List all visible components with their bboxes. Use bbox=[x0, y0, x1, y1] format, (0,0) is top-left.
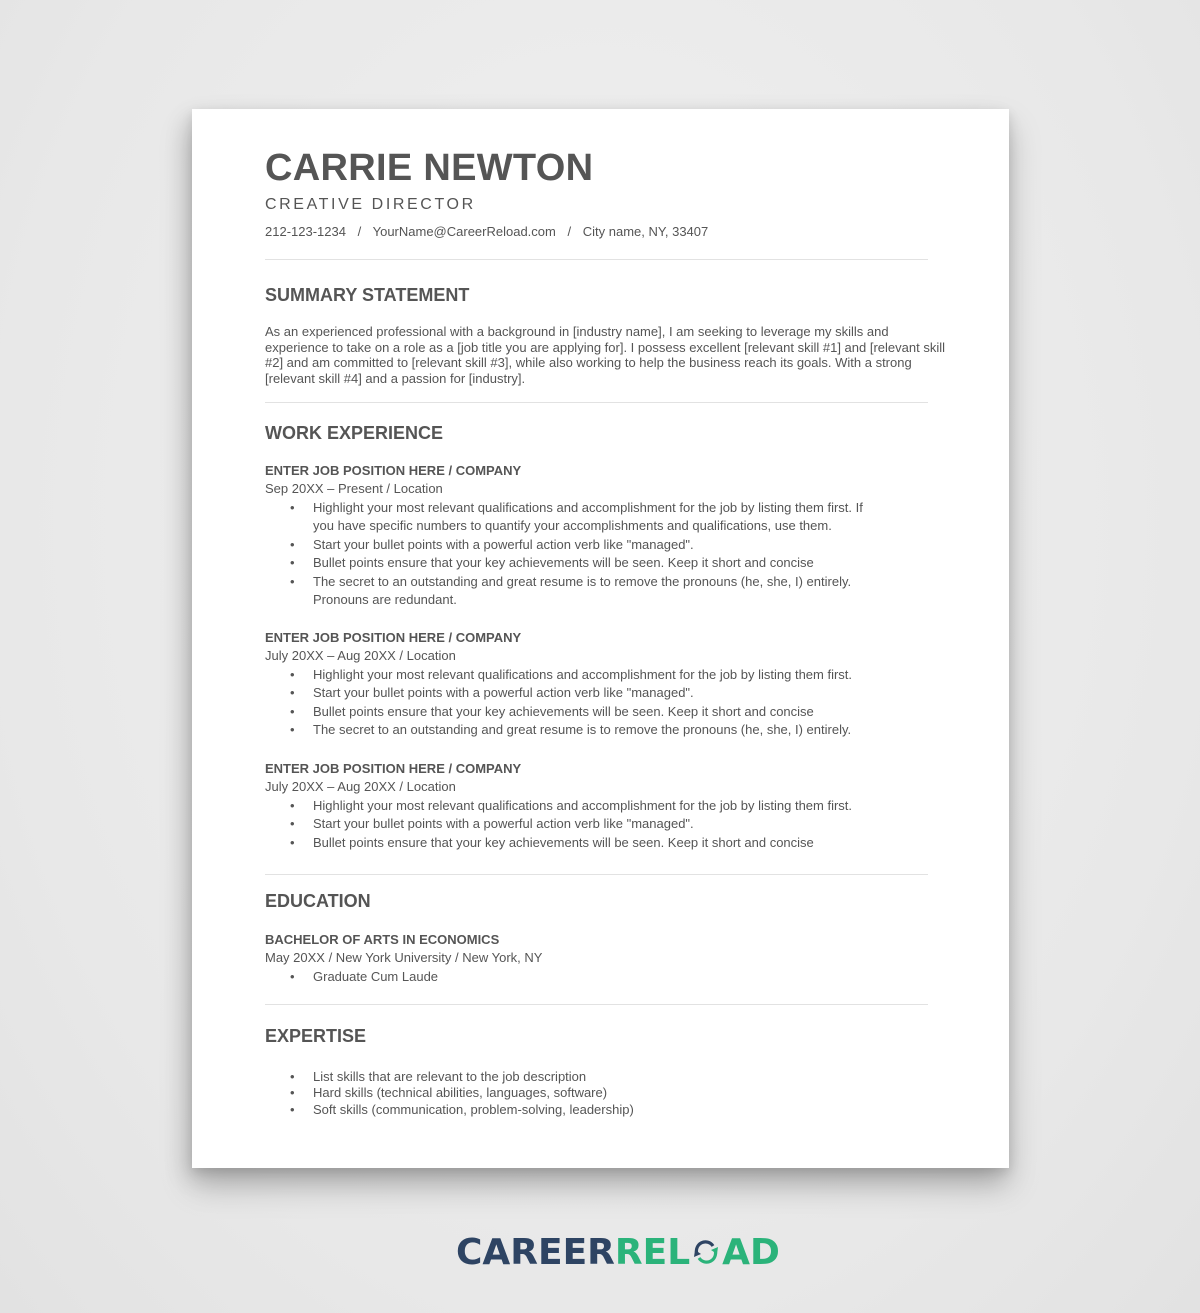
bullet-item: • Highlight your most relevant qualifications and accomplishment for the job by listing them first. bbox=[265, 666, 883, 685]
candidate-name: CARRIE NEWTON bbox=[265, 147, 594, 189]
bullet-item: • The secret to an outstanding and great resume is to remove the pronouns (he, she, I) entirely. Pronouns are redundant. bbox=[290, 573, 852, 607]
divider bbox=[265, 1004, 928, 1005]
job-bullets bbox=[265, 666, 928, 740]
contact-separator: / bbox=[357, 224, 362, 239]
bullet-icon: • bbox=[290, 1101, 295, 1117]
logo-text-career: CAREER bbox=[456, 1232, 615, 1273]
contact-line bbox=[265, 224, 708, 239]
expertise-bullets bbox=[265, 1069, 928, 1118]
job-bullets bbox=[265, 797, 928, 853]
bullet-icon: • bbox=[290, 722, 295, 737]
job-title: ENTER JOB POSITION HERE / COMPANY bbox=[265, 630, 522, 645]
job-meta: July 20XX – Aug 20XX / Location bbox=[265, 648, 456, 663]
careerreload-logo bbox=[456, 1233, 780, 1273]
expertise-entry bbox=[265, 1069, 928, 1118]
bullet-item: • The secret to an outstanding and great resume is to remove the pronouns (he, she, I) entirely. bbox=[265, 721, 883, 740]
job-title: ENTER JOB POSITION HERE / COMPANY bbox=[265, 463, 522, 478]
logo-text-ad: AD bbox=[722, 1232, 780, 1273]
education-entry bbox=[265, 931, 928, 986]
contact-email: YourName@CareerReload.com bbox=[372, 224, 556, 239]
bullet-icon: • bbox=[290, 1085, 295, 1101]
bullet-item: • Highlight your most relevant qualifications and accomplishment for the job by listing them first. bbox=[265, 797, 883, 816]
bullet-icon: • bbox=[290, 797, 295, 813]
bullet-item: • Start your bullet points with a powerful action verb like "managed". bbox=[265, 684, 883, 703]
degree-title: BACHELOR OF ARTS IN ECONOMICS bbox=[265, 932, 500, 947]
education-bullets bbox=[265, 968, 928, 987]
bullet-icon: • bbox=[290, 685, 295, 700]
job-entry bbox=[265, 629, 928, 740]
divider bbox=[265, 402, 928, 403]
resume-page bbox=[192, 109, 1009, 1168]
job-meta: Sep 20XX – Present / Location bbox=[265, 481, 443, 496]
job-entry bbox=[265, 462, 928, 610]
bullet-icon: • bbox=[290, 666, 295, 682]
contact-phone: 212-123-1234 bbox=[265, 224, 346, 239]
bullet-icon: • bbox=[290, 555, 295, 570]
bullet-icon: • bbox=[290, 499, 295, 515]
divider bbox=[265, 874, 928, 875]
bullet-item: • Graduate Cum Laude bbox=[265, 968, 883, 987]
bullet-icon: • bbox=[290, 573, 295, 589]
job-bullets bbox=[265, 499, 928, 610]
bullet-item: • Bullet points ensure that your key achievements will be seen. Keep it short and concise bbox=[265, 554, 883, 573]
contact-location: City name, NY, 33407 bbox=[582, 224, 709, 239]
bullet-item: • Bullet points ensure that your key achievements will be seen. Keep it short and concise bbox=[265, 703, 883, 722]
candidate-title: CREATIVE DIRECTOR bbox=[265, 196, 476, 213]
bullet-icon: • bbox=[290, 536, 295, 552]
job-entry bbox=[265, 760, 928, 852]
bullet-icon: • bbox=[290, 1069, 295, 1084]
bullet-item: • Start your bullet points with a powerful action verb like "managed". bbox=[265, 815, 883, 834]
bullet-icon: • bbox=[290, 834, 295, 850]
summary-text: As an experienced professional with a background in [industry name], I am seeking to leverage my skills and experience to take on a role as a [job title you are applying for]. I possess excellent [relevant skill #1] and [relevant skill #2] and am committed to [relevant skill #3], while also working to help the business reach its goals. With a strong [relevant skill #4] and a passion for [industry]. bbox=[265, 324, 945, 386]
reload-icon bbox=[691, 1237, 721, 1267]
bullet-item: • Highlight your most relevant qualifications and accomplishment for the job by listing them first. If you have specific numbers to quantify your accomplishments and qualifications, use them. bbox=[290, 499, 863, 533]
bullet-item: • Hard skills (technical abilities, languages, software) bbox=[290, 1085, 608, 1101]
divider bbox=[265, 259, 928, 260]
logo-text-rel: REL bbox=[614, 1232, 691, 1273]
expertise-heading: EXPERTISE bbox=[265, 1026, 367, 1046]
bullet-item: • Soft skills (communication, problem-solving, leadership) bbox=[290, 1101, 634, 1117]
education-meta: May 20XX / New York University / New York, NY bbox=[265, 950, 543, 965]
bullet-item: • List skills that are relevant to the job description bbox=[290, 1069, 587, 1084]
job-title: ENTER JOB POSITION HERE / COMPANY bbox=[265, 761, 522, 776]
summary-heading: SUMMARY STATEMENT bbox=[265, 285, 470, 305]
bullet-icon: • bbox=[290, 703, 295, 719]
job-meta: July 20XX – Aug 20XX / Location bbox=[265, 779, 456, 794]
education-heading: EDUCATION bbox=[265, 891, 371, 911]
contact-separator: / bbox=[567, 224, 572, 239]
bullet-item: • Start your bullet points with a powerful action verb like "managed". bbox=[265, 536, 883, 555]
bullet-icon: • bbox=[290, 968, 295, 984]
work-experience-heading: WORK EXPERIENCE bbox=[265, 423, 444, 443]
bullet-icon: • bbox=[290, 816, 295, 831]
bullet-item: • Bullet points ensure that your key achievements will be seen. Keep it short and concise bbox=[265, 834, 883, 853]
